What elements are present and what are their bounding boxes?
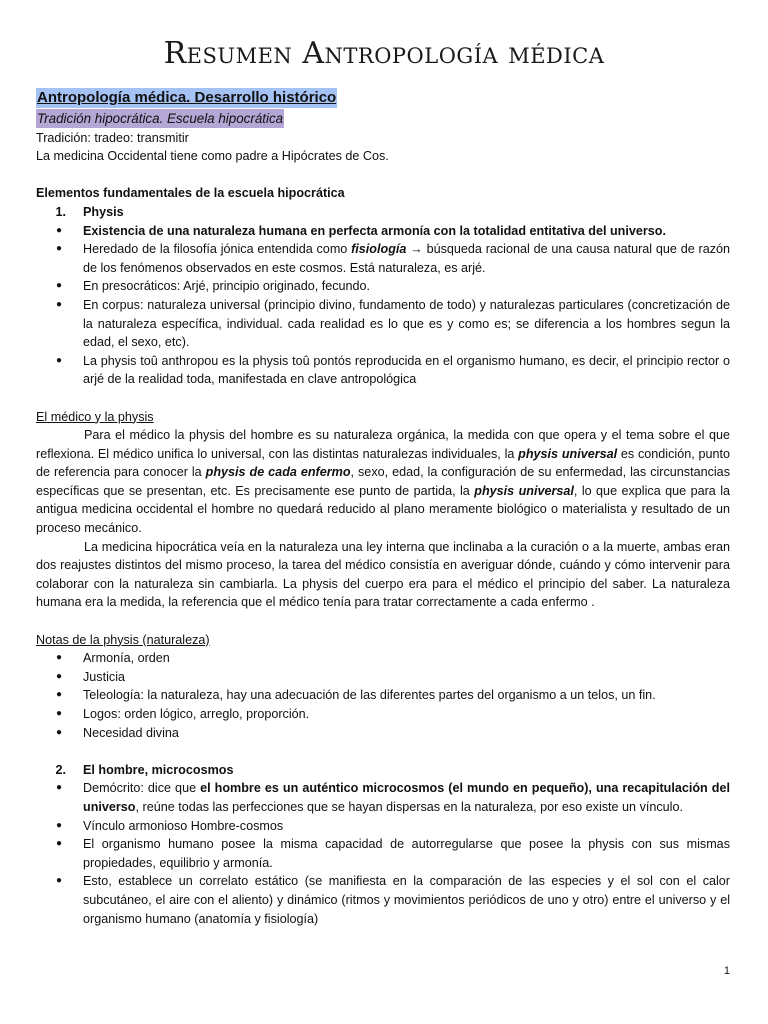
section-notas-title: Notas de la physis (naturaleza) bbox=[36, 632, 210, 647]
bullet-icon: ● bbox=[56, 726, 63, 738]
bullet-icon: ● bbox=[56, 298, 63, 310]
section-medico-title: El médico y la physis bbox=[36, 409, 154, 424]
bullet-icon: ● bbox=[56, 243, 63, 255]
list-item bbox=[36, 779, 730, 816]
bullet-icon: ● bbox=[56, 782, 63, 794]
list-item-text: En presocráticos: Arjé, principio originado, fecundo. bbox=[83, 279, 371, 294]
list-item bbox=[36, 817, 730, 836]
list-item bbox=[36, 668, 730, 687]
list-item bbox=[36, 686, 730, 705]
list-item-text: Existencia de una naturaleza humana en perfecta armonía con la totalidad entitativa del universo. bbox=[83, 223, 666, 238]
intro-line-1: Tradición: tradeo: transmitir bbox=[36, 130, 189, 145]
list-item-text: Vínculo armonioso Hombre-cosmos bbox=[83, 818, 284, 833]
list-item bbox=[36, 222, 730, 241]
list-item-text: Teleología: la naturaleza, hay una adecuación de las diferentes partes del organismo a un telos, un fin. bbox=[83, 688, 656, 703]
paragraph: Para el médico la physis del hombre es su naturaleza orgánica, la medida con que opera y el tema sobre el que reflexiona. El médico unifica lo universal, con las distintas naturalezas individuales, la physis universal es condición, punto de referencia para conocer la physis de cada enfermo, sexo, edad, la configuración de su enfermedad, las circunstancias específicas que se presentan, etc. Es precisamente ese punto de partida, la physis universal, lo que explica que para la antigua medicina occidental el hombre no quedará reducido al plano meramente biológico o materialista y resultado de un proceso mecánico. bbox=[36, 428, 731, 536]
numbered-item-label: Physis bbox=[83, 204, 124, 219]
heading-1: Antropología médica. Desarrollo histórico bbox=[37, 89, 337, 106]
list-item bbox=[36, 649, 730, 668]
list-item-text: En corpus: naturaleza universal (principio divino, fundamento de todo) y naturalezas particulares (concretización de la naturaleza específica, individual. cada realidad es lo que es y como es; se diferencia a los hombres segun la edad, el sexo, etc). bbox=[83, 297, 730, 350]
section-1-title: Elementos fundamentales de la escuela hipocrática bbox=[36, 186, 345, 201]
list-item-text: Heredado de la filosofía jónica entendida como fisiología → búsqueda racional de una causa natural que de razón de los fenómenos observados en este cosmos. Está naturaleza, es arjé. bbox=[83, 242, 730, 275]
list-item-text: La physis toû anthropou es la physis toû pontós reproducida en el organismo humano, es decir, el principio rector o arjé de la realidad toda, manifestada en clave antropológica bbox=[83, 353, 730, 387]
bullet-icon: ● bbox=[56, 354, 63, 366]
intro-line-2: La medicina Occidental tiene como padre a Hipócrates de Cos. bbox=[36, 149, 389, 164]
list-item bbox=[36, 352, 730, 389]
list-item bbox=[36, 277, 730, 296]
list-item-text: Justicia bbox=[83, 669, 125, 684]
bullet-icon: ● bbox=[56, 652, 63, 664]
numbered-item-label: El hombre, microcosmos bbox=[83, 762, 234, 777]
bullet-icon: ● bbox=[56, 670, 63, 682]
bullet-icon: ● bbox=[56, 224, 63, 236]
bullet-icon: ● bbox=[56, 708, 63, 719]
bullet-icon: ● bbox=[56, 819, 63, 831]
numbered-item-2 bbox=[36, 761, 730, 780]
list-item-text: Demócrito: dice que el hombre es un auténtico microcosmos (el mundo en pequeño), una recapitulación del universo, reúne todas las perfecciones que se hayan dispersas en la naturaleza, por eso existe un vínculo. bbox=[83, 781, 730, 814]
list-item-text: Armonía, orden bbox=[83, 651, 170, 666]
list-number: 2. bbox=[55, 762, 66, 777]
bullet-icon: ● bbox=[56, 689, 63, 701]
list-item-text: El organismo humano posee la misma capacidad de autorregularse que posee la physis con sus mismas propiedades, equilibrio y armonía. bbox=[83, 837, 730, 870]
list-item-text: Logos: orden lógico, arreglo, proporción. bbox=[83, 707, 310, 721]
list-item bbox=[36, 240, 730, 277]
list-item bbox=[36, 724, 730, 743]
paragraph: La medicina hipocrática veía en la naturaleza una ley interna que inclinaba a la curación o a la muerte, ambas eran dos reajustes distintos del mismo proceso, la tarea del médico consistía en averiguar dónde, cuándo y cómo intervenir para colaborar con la naturaleza sin cambiarla. La physis del cuerpo era para el médico el principio del saber. La naturaleza humana era la medida, la referencia que el médico tenía para tratar correctamente a cada enfermo . bbox=[36, 539, 730, 610]
list-item bbox=[36, 705, 730, 724]
list-number: 1. bbox=[55, 204, 66, 219]
list-item bbox=[36, 296, 730, 352]
list-item-text: Necesidad divina bbox=[83, 725, 179, 740]
bullet-icon: ● bbox=[56, 280, 63, 292]
list-item-text: Esto, establece un correlato estático (se manifiesta en la comparación de las especies y el sol con el calor subcutáneo, el aire con el aliento) y dinámico (ritmos y movimientos periódicos de uno y otro) entre el universo y el organismo humano (anatomía y fisiología) bbox=[83, 874, 730, 926]
numbered-item-1 bbox=[36, 203, 730, 222]
bullet-icon: ● bbox=[56, 838, 63, 850]
heading-2: Tradición hipocrática. Escuela hipocrática bbox=[37, 111, 284, 126]
list-item bbox=[36, 835, 730, 872]
list-item bbox=[36, 872, 730, 928]
bullet-icon: ● bbox=[56, 875, 63, 887]
page-number: 1 bbox=[723, 965, 730, 977]
document-title: Resumen Antropología médica bbox=[163, 36, 605, 71]
document-body bbox=[36, 88, 730, 928]
